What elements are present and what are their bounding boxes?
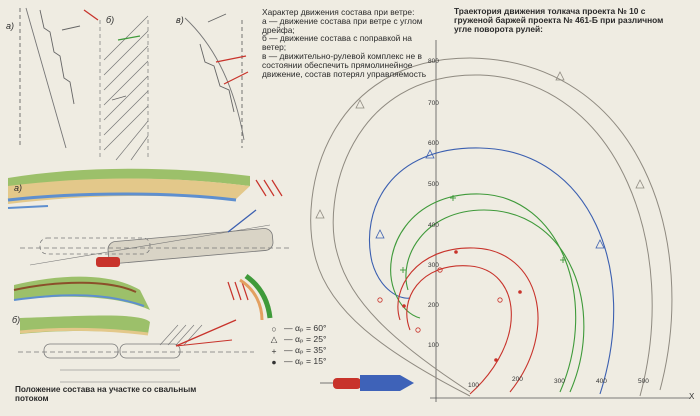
plus-icon: +	[271, 345, 277, 356]
trajectory-caption: Траектория движения толкача проекта № 10 с груженой баржей проекта № 461-Б при различном угле поворота рулей:	[454, 6, 664, 34]
x-axis-label: X	[689, 392, 695, 401]
wind-caption	[262, 8, 432, 79]
y-tick: 800	[428, 58, 439, 65]
wind-caption-title: Характер движения состава при ветре:	[262, 7, 415, 17]
y-tick: 700	[428, 100, 439, 107]
pusher-tug	[333, 378, 361, 389]
panel-label-a-top: а)	[6, 21, 15, 31]
legend-label: — αₚ = 15°	[284, 356, 327, 366]
circle-open-icon: ○	[271, 323, 277, 334]
wind-caption-b: б — движение состава с поправкой на ветер;	[262, 33, 412, 53]
legend-label: — αₚ = 25°	[284, 334, 327, 344]
y-tick: 200	[428, 302, 439, 309]
x-tick: 300	[554, 378, 565, 385]
panel-label-b-top: б)	[106, 15, 115, 25]
legend-label: — αₚ = 35°	[284, 345, 327, 355]
y-tick: 300	[428, 262, 439, 269]
legend-item	[268, 345, 326, 356]
y-tick: 100	[428, 342, 439, 349]
triangle-icon: △	[270, 334, 278, 344]
wind-caption-a: а — движение состава при ветре с углом дрейфа;	[262, 15, 423, 35]
y-tick: 600	[428, 140, 439, 147]
trajectory-chart	[311, 40, 690, 402]
panel-label-c-top: в)	[176, 15, 184, 25]
barge	[360, 375, 414, 391]
x-tick: 400	[596, 378, 607, 385]
x-tick: 500	[638, 378, 649, 385]
legend-label: — αₚ = 60°	[284, 323, 327, 333]
wind-caption-c: в — движительно-рулевой комплекс не в состоянии обеспечить прямолинейное движение, состав потерял управляемость	[262, 51, 427, 79]
y-tick: 400	[428, 222, 439, 229]
trajectory-legend	[268, 323, 326, 367]
x-tick: 100	[468, 382, 479, 389]
panel-label-b-mid: б)	[12, 315, 21, 325]
y-tick: 500	[428, 181, 439, 188]
legend-item	[268, 356, 326, 367]
wind-vector-diagrams	[20, 8, 248, 160]
x-tick: 200	[512, 376, 523, 383]
circle-filled-icon: ●	[271, 356, 277, 367]
legend-item	[268, 323, 326, 334]
legend-item	[268, 334, 326, 345]
bottom-caption: Положение состава на участке со свальным потоком	[15, 385, 197, 403]
panel-label-a-mid: а)	[14, 183, 23, 193]
